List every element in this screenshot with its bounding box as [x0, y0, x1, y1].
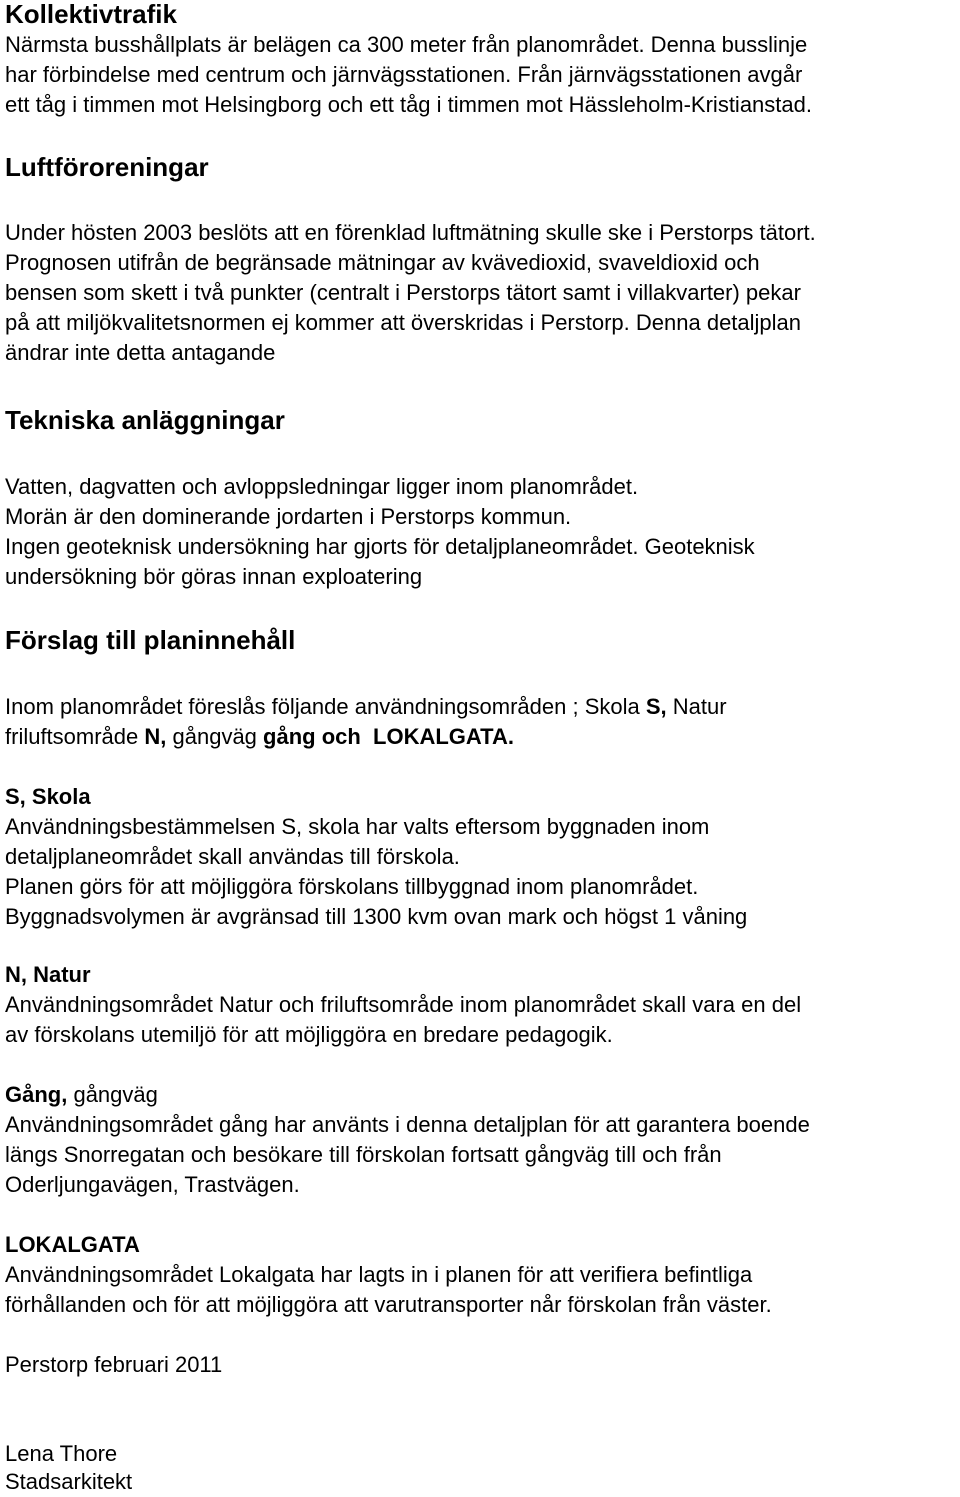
paragraph-line: av förskolans utemiljö för att möjliggöra en bredare pedagogik.: [5, 1022, 613, 1047]
paragraph-line: Morän är den dominerande jordarten i Perstorps kommun.: [5, 504, 572, 529]
subheading-gang: [5, 1080, 158, 1110]
paragraph-line: Under hösten 2003 beslöts att en förenklad luftmätning skulle ske i Perstorps tätort.: [5, 220, 816, 245]
paragraph-line: längs Snorregatan och besökare till förskolan fortsatt gångväg till och från: [5, 1142, 722, 1167]
text-span: gångväg: [166, 724, 264, 749]
place-date: Perstorp februari 2011: [5, 1352, 223, 1377]
paragraph-line: Användningsområdet Natur och friluftsområde inom planområdet skall vara en del: [5, 992, 802, 1017]
paragraph-line: har förbindelse med centrum och järnvägsstationen. Från järnvägsstationen avgår: [5, 62, 803, 87]
paragraph-line: Användningsområdet Lokalgata har lagts in i planen för att verifiera befintliga: [5, 1262, 753, 1287]
text-span: Natur: [666, 694, 727, 719]
paragraph-line: Byggnadsvolymen är avgränsad till 1300 kvm ovan mark och högst 1 våning: [5, 904, 748, 929]
paragraph-line: Vatten, dagvatten och avloppsledningar ligger inom planområdet.: [5, 474, 639, 499]
signatory-name: Lena Thore: [5, 1441, 118, 1466]
text-span: friluftsområde: [5, 724, 145, 749]
paragraph-line: förhållanden och för att möjliggöra att varutransporter når förskolan från väster.: [5, 1292, 772, 1317]
paragraph-line: detaljplaneområdet skall användas till förskola.: [5, 844, 460, 869]
section-heading-kollektivtrafik: Kollektivtrafik: [5, 0, 177, 29]
paragraph-line: Närmsta busshållplats är belägen ca 300 meter från planområdet. Denna busslinje: [5, 32, 808, 57]
signatory-title: Stadsarkitekt: [5, 1469, 133, 1494]
paragraph-line: ett tåg i timmen mot Helsingborg och ett tåg i timmen mot Hässleholm-Kristianstad.: [5, 92, 812, 117]
paragraph-line: Användningsområdet gång har använts i denna detaljplan för att garantera boende: [5, 1112, 810, 1137]
paragraph-line: Prognosen utifrån de begränsade mätningar av kvävedioxid, svaveldioxid och: [5, 250, 760, 275]
text-span: gångväg: [67, 1082, 158, 1107]
section-heading-tekniska: Tekniska anläggningar: [5, 405, 285, 435]
paragraph-line: bensen som skett i två punkter (centralt i Perstorps tätort samt i villakvarter) pekar: [5, 280, 801, 305]
paragraph-line: Användningsbestämmelsen S, skola har valts eftersom byggnaden inom: [5, 814, 710, 839]
bold-code-n: N,: [144, 724, 167, 749]
subheading-skola: S, Skola: [5, 784, 91, 809]
paragraph-line: undersökning bör göras innan exploatering: [5, 564, 423, 589]
subheading-lokalgata: LOKALGATA: [5, 1232, 140, 1257]
bold-gang: Gång,: [5, 1082, 68, 1107]
paragraph-line: ändrar inte detta antagande: [5, 340, 276, 365]
paragraph-line: [5, 692, 727, 722]
paragraph-line: på att miljökvalitetsnormen ej kommer att överskridas i Perstorp. Denna detaljplan: [5, 310, 802, 335]
paragraph-line: Oderljungavägen, Trastvägen.: [5, 1172, 300, 1197]
text-span: Inom planområdet föreslås följande användningsområden ; Skola: [5, 694, 646, 719]
section-heading-luftfororeningar: Luftföroreningar: [5, 152, 209, 182]
section-heading-forslag: Förslag till planinnehåll: [5, 625, 296, 655]
paragraph-line: Ingen geoteknisk undersökning har gjorts för detaljplaneområdet. Geoteknisk: [5, 534, 755, 559]
bold-code-s: S,: [645, 694, 667, 719]
paragraph-line: [5, 722, 514, 752]
paragraph-line: Planen görs för att möjliggöra förskolans tillbyggnad inom planområdet.: [5, 874, 699, 899]
subheading-natur: N, Natur: [5, 962, 91, 987]
bold-code-gang-lokalgata: gång och LOKALGATA.: [263, 724, 514, 749]
